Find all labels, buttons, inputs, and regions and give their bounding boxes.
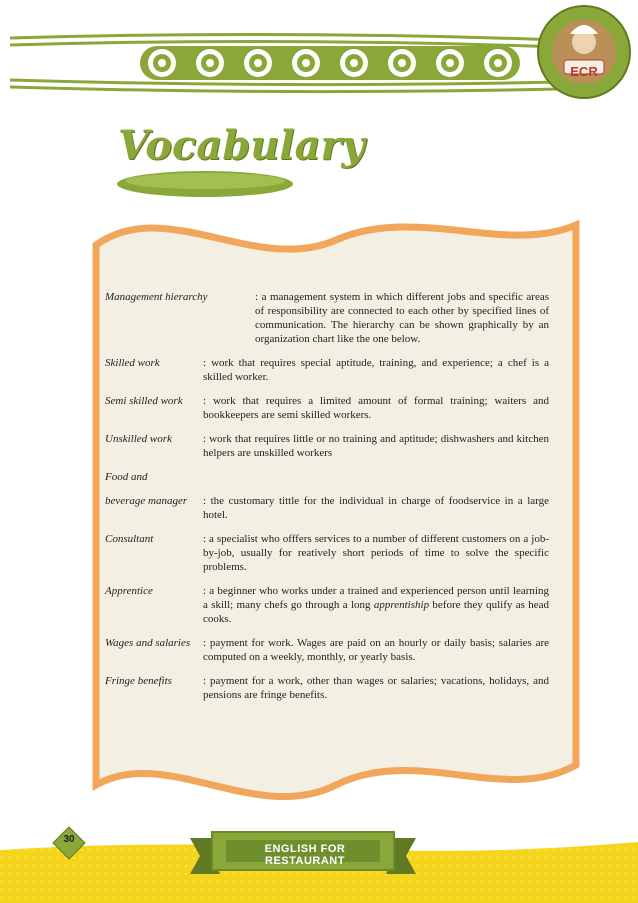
- vocabulary-definition: : work that requires little or no training and aptitude; dishwashers and kitchen helpers are unskilled workers: [203, 433, 549, 459]
- vocabulary-term: Semi skilled work: [105, 395, 183, 407]
- vocabulary-definition: : payment for work. Wages are paid on an hourly or daily basis; salaries are computed on a weekly, monthly, or yearly basis.: [203, 637, 549, 663]
- vocabulary-definition: : payment for a work, other than wages or salaries; vacations, holidays, and pensions are fringe benefits.: [203, 675, 549, 701]
- vocabulary-entry: [105, 584, 549, 626]
- vocabulary-entry: [105, 290, 549, 346]
- vocabulary-entry: [105, 356, 549, 384]
- vocabulary-definition: : a beginner who works under a trained and experienced person until learning a skill; many chefs go through a long apprentiship before they qulify as head cooks.: [203, 585, 549, 625]
- vocabulary-entry: [105, 432, 549, 460]
- vocabulary-term: Consultant: [105, 533, 154, 545]
- page-number: 30: [63, 834, 75, 845]
- ecr-logo-badge: [536, 4, 632, 100]
- vocabulary-definition: : a specialist who offfers services to a number of different customers on a job-by-job, usually for reatively short periods of time to solve the specific problems.: [203, 533, 549, 573]
- vocabulary-term: beverage manager: [105, 495, 188, 507]
- vocabulary-definition: : a management system in which different jobs and specific areas of responsibility are connected to each other by specified lines of communication. The hierarchy can be shown graphically by an organization chart like the one below.: [255, 291, 549, 345]
- vocabulary-definition: : work that requires special aptitude, training, and experience; a chef is a skilled worker.: [203, 357, 549, 383]
- vocabulary-entry: [105, 674, 549, 702]
- logo-text: ECR: [570, 64, 598, 79]
- vocabulary-entry: [105, 394, 549, 422]
- vocabulary-definition: : work that requires a limited amount of formal training; waiters and bookkeepers are semi skilled workers.: [203, 395, 549, 421]
- vocabulary-term: Wages and salaries: [105, 637, 191, 649]
- vocabulary-term: Management hierarchy: [105, 291, 208, 303]
- vocabulary-entry: [105, 636, 549, 664]
- vocabulary-term: Food and: [105, 471, 148, 483]
- vocabulary-entry: [105, 532, 549, 574]
- vocabulary-term: Unskilled work: [105, 433, 172, 445]
- vocabulary-entry: [105, 494, 549, 522]
- page-title: Vocabulary: [118, 122, 365, 169]
- vocabulary-term: Skilled work: [105, 357, 160, 369]
- footer-banner-text: ENGLISH FOR RESTAURANT: [264, 843, 346, 867]
- header-stripes-decoration: [0, 30, 560, 100]
- title-underline-decoration: [116, 168, 294, 198]
- vocabulary-list: [105, 290, 549, 712]
- vocabulary-definition: : the customary tittle for the individual in charge of foodservice in a large hotel.: [203, 495, 549, 521]
- vocabulary-term: Apprentice: [105, 585, 153, 597]
- vocabulary-term: Fringe benefits: [105, 675, 172, 687]
